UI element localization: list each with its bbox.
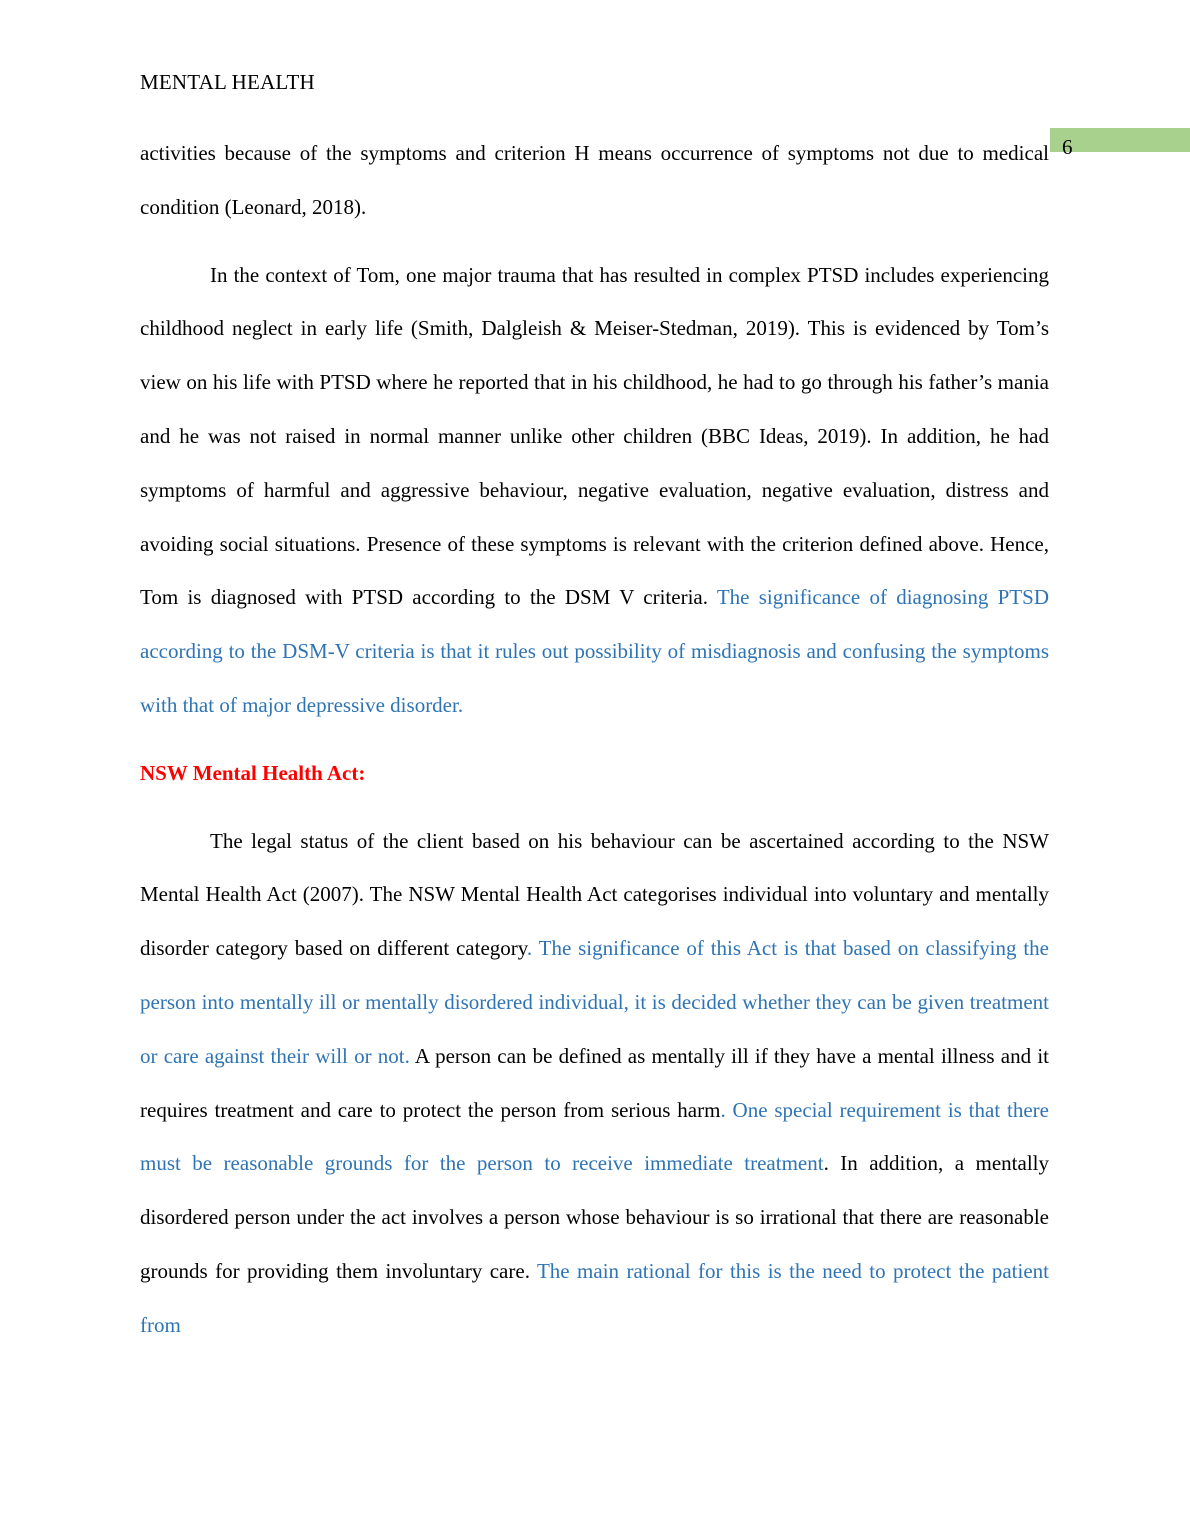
highlighted-text: . One special requirement is that there must be reasonable grounds for the person to receive immediate treatment xyxy=(140,1097,1049,1176)
highlighted-text: The significance of diagnosing PTSD according to the DSM-V criteria is that it rules out possibility of misdiagnosis and confusing the symptoms with that of major depressive disorder. xyxy=(140,585,1049,717)
highlighted-text: The main rational for this is the need to protect the patient from xyxy=(140,1258,1049,1337)
paragraph-ptsd-context xyxy=(140,249,1049,733)
running-header-title: MENTAL HEALTH xyxy=(140,70,315,94)
paragraph-continuation: activities because of the symptoms and criterion H means occurrence of symptoms not due to medical condition (Leonard, 2018). xyxy=(140,141,1049,219)
paragraph-text: A person can be defined as mentally ill if they have a mental illness and it requires treatment and care to protect the person from serious harm xyxy=(140,1043,1049,1122)
paragraph-mental-health-act xyxy=(140,815,1049,1353)
paragraph-text: The legal status of the client based on his behaviour can be ascertained according to the NSW Mental Health Act (2007). The NSW Mental Health Act categorises individual into voluntary and mentally disorder category based on different category xyxy=(140,828,1049,961)
highlighted-text: . The significance of this Act is that based on classifying the person into mentally ill or mentally disordered individual, it is decided whether they can be given treatment or care against their will or not. xyxy=(140,936,1049,1068)
paragraph-text: In the context of Tom, one major trauma that has resulted in complex PTSD includes experiencing childhood neglect in early life (Smith, Dalgleish & Meiser-Stedman, 2019). This is evidenced by Tom’s view on his life with PTSD where he reported that in his childhood, he had to go through his father’s mania and he was not raised in normal manner unlike other children (BBC Ideas, 2019). In addition, he had symptoms of harmful and aggressive behaviour, negative evaluation, negative evaluation, distress and avoiding social situations. Presence of these symptoms is relevant with the criterion defined above. Hence, Tom is diagnosed with PTSD according to the DSM V criteria. xyxy=(140,262,1049,610)
section-heading: NSW Mental Health Act: xyxy=(140,760,366,785)
paragraph-text: . In addition, a mentally disordered person under the act involves a person whose behaviour is so irrational that there are reasonable grounds for providing them involuntary care. xyxy=(140,1151,1049,1283)
document-body xyxy=(140,127,1049,1353)
page-number: 6 xyxy=(1062,135,1073,159)
